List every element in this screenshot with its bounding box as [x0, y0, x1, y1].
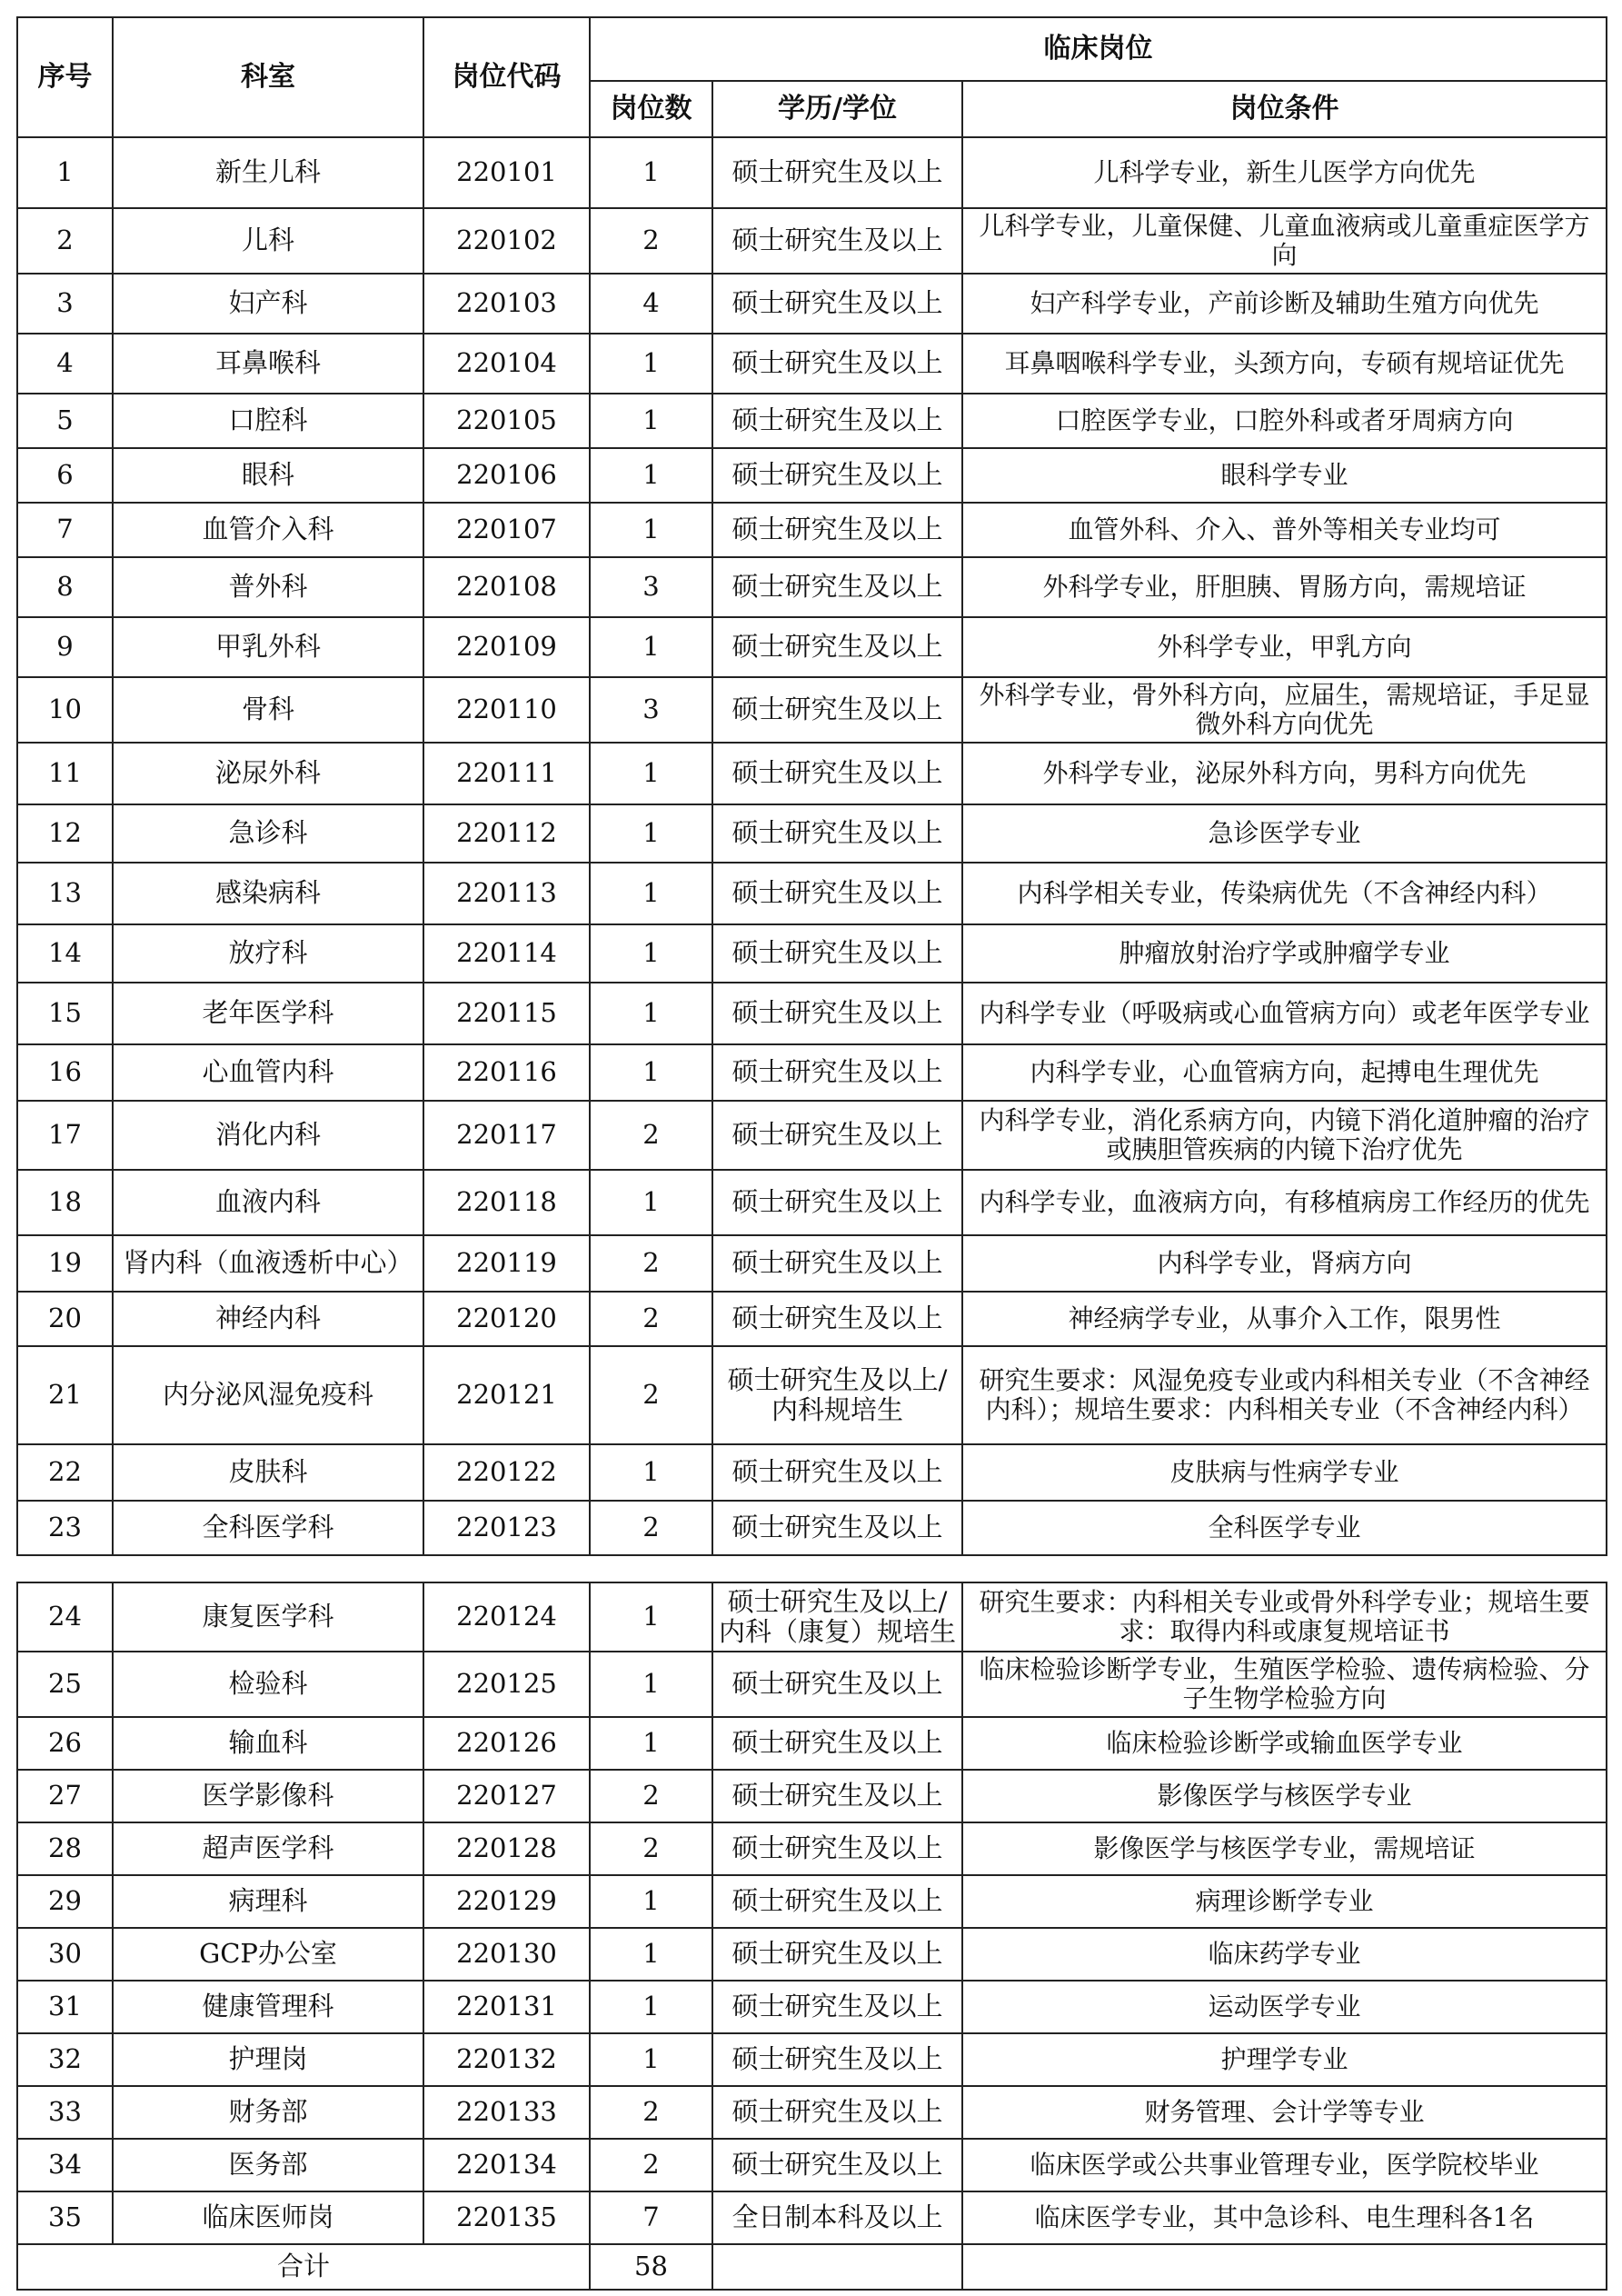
cell-edu: 硕士研究生及以上 — [712, 2033, 962, 2086]
cell-count: 3 — [590, 677, 712, 743]
cell-cond: 研究生要求：风湿免疫专业或内科相关专业（不含神经内科）；规培生要求：内科相关专业（不含神经内科） — [962, 1346, 1607, 1444]
cell-code: 220115 — [423, 983, 590, 1044]
cell-count: 1 — [590, 394, 712, 448]
cell-edu: 硕士研究生及以上 — [712, 334, 962, 394]
cell-edu: 硕士研究生及以上 — [712, 137, 962, 208]
cell-dept: 超声医学科 — [113, 1822, 423, 1875]
total-label: 合计 — [17, 2244, 590, 2290]
cell-seq: 30 — [17, 1928, 113, 1981]
cell-edu: 硕士研究生及以上/内科规培生 — [712, 1346, 962, 1444]
cell-cond: 影像医学与核医学专业 — [962, 1770, 1607, 1822]
cell-code: 220109 — [423, 617, 590, 677]
cell-code: 220105 — [423, 394, 590, 448]
table-row — [17, 208, 1607, 274]
cell-seq: 2 — [17, 208, 113, 274]
cell-edu: 硕士研究生及以上 — [712, 1292, 962, 1346]
cell-dept: 临床医师岗 — [113, 2191, 423, 2244]
cell-count: 1 — [590, 1652, 712, 1717]
cell-cond: 血管外科、介入、普外等相关专业均可 — [962, 503, 1607, 557]
table-row — [17, 1582, 1607, 1652]
cell-cond: 外科学专业，甲乳方向 — [962, 617, 1607, 677]
table-row — [17, 2033, 1607, 2086]
cell-edu: 硕士研究生及以上 — [712, 557, 962, 617]
cell-cond: 病理诊断学专业 — [962, 1875, 1607, 1928]
cell-cond: 财务管理、会计学等专业 — [962, 2086, 1607, 2139]
cell-count: 1 — [590, 743, 712, 804]
cell-dept: 消化内科 — [113, 1101, 423, 1170]
table-row — [17, 503, 1607, 557]
header-dept: 科室 — [113, 17, 423, 137]
cell-edu: 硕士研究生及以上 — [712, 1170, 962, 1235]
cell-code: 220123 — [423, 1501, 590, 1555]
cell-code: 220130 — [423, 1928, 590, 1981]
cell-code: 220134 — [423, 2139, 590, 2191]
cell-edu: 硕士研究生及以上 — [712, 1822, 962, 1875]
cell-dept: 护理岗 — [113, 2033, 423, 2086]
table-row — [17, 863, 1607, 924]
cell-seq: 21 — [17, 1346, 113, 1444]
cell-dept: 全科医学科 — [113, 1501, 423, 1555]
cell-dept: 眼科 — [113, 448, 423, 503]
table-row — [17, 1875, 1607, 1928]
cell-seq: 19 — [17, 1235, 113, 1292]
cell-dept: 新生儿科 — [113, 137, 423, 208]
cell-dept: 放疗科 — [113, 924, 423, 983]
cell-count: 1 — [590, 804, 712, 863]
cell-seq: 24 — [17, 1582, 113, 1652]
cell-code: 220102 — [423, 208, 590, 274]
cell-code: 220120 — [423, 1292, 590, 1346]
table-row — [17, 2139, 1607, 2191]
cell-dept: 甲乳外科 — [113, 617, 423, 677]
cell-count: 1 — [590, 1875, 712, 1928]
cell-dept: GCP办公室 — [113, 1928, 423, 1981]
cell-dept: 肾内科（血液透析中心） — [113, 1235, 423, 1292]
cell-code: 220113 — [423, 863, 590, 924]
cell-cond: 内科学相关专业，传染病优先（不含神经内科） — [962, 863, 1607, 924]
cell-code: 220103 — [423, 274, 590, 334]
cell-count: 3 — [590, 557, 712, 617]
cell-seq: 26 — [17, 1717, 113, 1770]
cell-count: 2 — [590, 2086, 712, 2139]
table-body-2 — [17, 1582, 1607, 2244]
cell-seq: 6 — [17, 448, 113, 503]
cell-edu: 硕士研究生及以上 — [712, 677, 962, 743]
cell-dept: 普外科 — [113, 557, 423, 617]
cell-dept: 口腔科 — [113, 394, 423, 448]
cell-edu: 硕士研究生及以上 — [712, 924, 962, 983]
cell-seq: 1 — [17, 137, 113, 208]
cell-count: 2 — [590, 1101, 712, 1170]
cell-count: 2 — [590, 1822, 712, 1875]
cell-count: 1 — [590, 448, 712, 503]
cell-edu: 硕士研究生及以上 — [712, 617, 962, 677]
cell-code: 220128 — [423, 1822, 590, 1875]
cell-cond: 口腔医学专业，口腔外科或者牙周病方向 — [962, 394, 1607, 448]
cell-seq: 32 — [17, 2033, 113, 2086]
cell-code: 220129 — [423, 1875, 590, 1928]
cell-seq: 12 — [17, 804, 113, 863]
cell-edu: 硕士研究生及以上 — [712, 1044, 962, 1101]
cell-edu: 硕士研究生及以上/内科（康复）规培生 — [712, 1582, 962, 1652]
cell-seq: 9 — [17, 617, 113, 677]
cell-code: 220127 — [423, 1770, 590, 1822]
table-row — [17, 983, 1607, 1044]
cell-dept: 康复医学科 — [113, 1582, 423, 1652]
cell-edu: 硕士研究生及以上 — [712, 983, 962, 1044]
table-row — [17, 1928, 1607, 1981]
table-row — [17, 1981, 1607, 2033]
cell-cond: 妇产科学专业，产前诊断及辅助生殖方向优先 — [962, 274, 1607, 334]
cell-edu: 硕士研究生及以上 — [712, 1770, 962, 1822]
table-row — [17, 557, 1607, 617]
cell-seq: 35 — [17, 2191, 113, 2244]
cell-code: 220122 — [423, 1444, 590, 1501]
table-row — [17, 394, 1607, 448]
header-seq: 序号 — [17, 17, 113, 137]
table-row — [17, 274, 1607, 334]
header-code: 岗位代码 — [423, 17, 590, 137]
cell-count: 1 — [590, 1582, 712, 1652]
cell-count: 4 — [590, 274, 712, 334]
table-row — [17, 2086, 1607, 2139]
table-row — [17, 2191, 1607, 2244]
total-empty-edu — [712, 2244, 962, 2290]
cell-seq: 10 — [17, 677, 113, 743]
cell-dept: 神经内科 — [113, 1292, 423, 1346]
cell-count: 1 — [590, 503, 712, 557]
cell-edu: 硕士研究生及以上 — [712, 208, 962, 274]
table-row — [17, 1501, 1607, 1555]
table-row — [17, 1170, 1607, 1235]
cell-seq: 17 — [17, 1101, 113, 1170]
cell-seq: 8 — [17, 557, 113, 617]
cell-dept: 感染病科 — [113, 863, 423, 924]
table-row — [17, 137, 1607, 208]
cell-code: 220107 — [423, 503, 590, 557]
cell-cond: 研究生要求：内科相关专业或骨外科学专业；规培生要求：取得内科或康复规培证书 — [962, 1582, 1607, 1652]
cell-edu: 硕士研究生及以上 — [712, 1101, 962, 1170]
cell-edu: 硕士研究生及以上 — [712, 743, 962, 804]
cell-cond: 外科学专业，泌尿外科方向，男科方向优先 — [962, 743, 1607, 804]
cell-code: 220117 — [423, 1101, 590, 1170]
cell-cond: 内科学专业，心血管病方向，起搏电生理优先 — [962, 1044, 1607, 1101]
cell-seq: 16 — [17, 1044, 113, 1101]
cell-seq: 5 — [17, 394, 113, 448]
cell-edu: 硕士研究生及以上 — [712, 1981, 962, 2033]
cell-code: 220135 — [423, 2191, 590, 2244]
cell-count: 2 — [590, 208, 712, 274]
cell-seq: 31 — [17, 1981, 113, 2033]
cell-dept: 医务部 — [113, 2139, 423, 2191]
cell-seq: 18 — [17, 1170, 113, 1235]
cell-code: 220133 — [423, 2086, 590, 2139]
table-row — [17, 1822, 1607, 1875]
cell-count: 2 — [590, 1770, 712, 1822]
cell-count: 1 — [590, 924, 712, 983]
cell-code: 220124 — [423, 1582, 590, 1652]
cell-cond: 外科学专业，肝胆胰、胃肠方向，需规培证 — [962, 557, 1607, 617]
cell-dept: 泌尿外科 — [113, 743, 423, 804]
cell-dept: 妇产科 — [113, 274, 423, 334]
cell-edu: 硕士研究生及以上 — [712, 274, 962, 334]
header-clinical-group: 临床岗位 — [590, 17, 1607, 81]
cell-code: 220106 — [423, 448, 590, 503]
cell-edu: 硕士研究生及以上 — [712, 1875, 962, 1928]
cell-edu: 硕士研究生及以上 — [712, 448, 962, 503]
cell-cond: 神经病学专业，从事介入工作，限男性 — [962, 1292, 1607, 1346]
table-row — [17, 1235, 1607, 1292]
cell-edu: 硕士研究生及以上 — [712, 2086, 962, 2139]
cell-edu: 硕士研究生及以上 — [712, 1444, 962, 1501]
cell-cond: 临床检验诊断学专业，生殖医学检验、遗传病检验、分子生物学检验方向 — [962, 1652, 1607, 1717]
cell-dept: 病理科 — [113, 1875, 423, 1928]
cell-edu: 硕士研究生及以上 — [712, 863, 962, 924]
header-count: 岗位数 — [590, 81, 712, 137]
table-row — [17, 334, 1607, 394]
cell-count: 1 — [590, 1444, 712, 1501]
cell-code: 220110 — [423, 677, 590, 743]
cell-edu: 硕士研究生及以上 — [712, 1235, 962, 1292]
total-empty-cond — [962, 2244, 1607, 2290]
cell-dept: 健康管理科 — [113, 1981, 423, 2033]
table-row — [17, 1444, 1607, 1501]
cell-seq: 22 — [17, 1444, 113, 1501]
cell-cond: 皮肤病与性病学专业 — [962, 1444, 1607, 1501]
cell-code: 220119 — [423, 1235, 590, 1292]
cell-seq: 34 — [17, 2139, 113, 2191]
table-row — [17, 804, 1607, 863]
cell-seq: 4 — [17, 334, 113, 394]
cell-count: 1 — [590, 1170, 712, 1235]
cell-seq: 7 — [17, 503, 113, 557]
header-edu: 学历/学位 — [712, 81, 962, 137]
positions-table-part-1 — [16, 16, 1607, 1556]
cell-cond: 影像医学与核医学专业，需规培证 — [962, 1822, 1607, 1875]
cell-count: 2 — [590, 1346, 712, 1444]
cell-edu: 硕士研究生及以上 — [712, 1928, 962, 1981]
cell-cond: 临床检验诊断学或输血医学专业 — [962, 1717, 1607, 1770]
page-gap — [16, 1562, 1606, 1580]
cell-count: 1 — [590, 1928, 712, 1981]
cell-dept: 耳鼻喉科 — [113, 334, 423, 394]
cell-code: 220131 — [423, 1981, 590, 2033]
table-row — [17, 924, 1607, 983]
table-row — [17, 677, 1607, 743]
table-row — [17, 1346, 1607, 1444]
cell-edu: 硕士研究生及以上 — [712, 1501, 962, 1555]
cell-cond: 全科医学专业 — [962, 1501, 1607, 1555]
table-row — [17, 1044, 1607, 1101]
cell-dept: 财务部 — [113, 2086, 423, 2139]
cell-count: 1 — [590, 1044, 712, 1101]
cell-dept: 心血管内科 — [113, 1044, 423, 1101]
cell-cond: 眼科学专业 — [962, 448, 1607, 503]
cell-count: 2 — [590, 1235, 712, 1292]
table-row — [17, 1770, 1607, 1822]
table-row — [17, 743, 1607, 804]
cell-code: 220118 — [423, 1170, 590, 1235]
cell-seq: 14 — [17, 924, 113, 983]
cell-cond: 护理学专业 — [962, 2033, 1607, 2086]
positions-table-part-2 — [16, 1582, 1607, 2291]
cell-seq: 23 — [17, 1501, 113, 1555]
cell-edu: 硕士研究生及以上 — [712, 394, 962, 448]
cell-code: 220121 — [423, 1346, 590, 1444]
cell-count: 7 — [590, 2191, 712, 2244]
cell-code: 220112 — [423, 804, 590, 863]
cell-cond: 急诊医学专业 — [962, 804, 1607, 863]
cell-cond: 内科学专业，肾病方向 — [962, 1235, 1607, 1292]
table-row — [17, 1292, 1607, 1346]
cell-seq: 3 — [17, 274, 113, 334]
cell-dept: 老年医学科 — [113, 983, 423, 1044]
cell-edu: 硕士研究生及以上 — [712, 804, 962, 863]
cell-code: 220132 — [423, 2033, 590, 2086]
cell-count: 1 — [590, 137, 712, 208]
cell-seq: 25 — [17, 1652, 113, 1717]
cell-dept: 内分泌风湿免疫科 — [113, 1346, 423, 1444]
cell-dept: 皮肤科 — [113, 1444, 423, 1501]
cell-cond: 内科学专业，消化系病方向，内镜下消化道肿瘤的治疗或胰胆管疾病的内镜下治疗优先 — [962, 1101, 1607, 1170]
table-body-1 — [17, 137, 1607, 1555]
cell-dept: 血管介入科 — [113, 503, 423, 557]
cell-edu: 全日制本科及以上 — [712, 2191, 962, 2244]
cell-count: 1 — [590, 1717, 712, 1770]
cell-dept: 骨科 — [113, 677, 423, 743]
table-row — [17, 1101, 1607, 1170]
cell-code: 220126 — [423, 1717, 590, 1770]
cell-dept: 医学影像科 — [113, 1770, 423, 1822]
table-row — [17, 617, 1607, 677]
cell-edu: 硕士研究生及以上 — [712, 1717, 962, 1770]
cell-edu: 硕士研究生及以上 — [712, 2139, 962, 2191]
cell-cond: 外科学专业，骨外科方向，应届生，需规培证，手足显微外科方向优先 — [962, 677, 1607, 743]
cell-count: 2 — [590, 1501, 712, 1555]
cell-code: 220108 — [423, 557, 590, 617]
cell-seq: 11 — [17, 743, 113, 804]
cell-cond: 儿科学专业，儿童保健、儿童血液病或儿童重症医学方向 — [962, 208, 1607, 274]
cell-dept: 急诊科 — [113, 804, 423, 863]
cell-cond: 肿瘤放射治疗学或肿瘤学专业 — [962, 924, 1607, 983]
cell-dept: 儿科 — [113, 208, 423, 274]
cell-code: 220125 — [423, 1652, 590, 1717]
cell-code: 220116 — [423, 1044, 590, 1101]
cell-cond: 临床医学或公共事业管理专业，医学院校毕业 — [962, 2139, 1607, 2191]
cell-seq: 20 — [17, 1292, 113, 1346]
cell-cond: 运动医学专业 — [962, 1981, 1607, 2033]
cell-code: 220111 — [423, 743, 590, 804]
cell-cond: 儿科学专业，新生儿医学方向优先 — [962, 137, 1607, 208]
cell-cond: 临床药学专业 — [962, 1928, 1607, 1981]
table-row — [17, 448, 1607, 503]
cell-count: 1 — [590, 1981, 712, 2033]
cell-cond: 内科学专业（呼吸病或心血管病方向）或老年医学专业 — [962, 983, 1607, 1044]
cell-dept: 输血科 — [113, 1717, 423, 1770]
cell-count: 2 — [590, 2139, 712, 2191]
cell-edu: 硕士研究生及以上 — [712, 503, 962, 557]
cell-code: 220101 — [423, 137, 590, 208]
cell-seq: 33 — [17, 2086, 113, 2139]
cell-cond: 耳鼻咽喉科学专业，头颈方向，专硕有规培证优先 — [962, 334, 1607, 394]
cell-code: 220114 — [423, 924, 590, 983]
cell-count: 1 — [590, 983, 712, 1044]
header-cond: 岗位条件 — [962, 81, 1607, 137]
cell-seq: 15 — [17, 983, 113, 1044]
cell-edu: 硕士研究生及以上 — [712, 1652, 962, 1717]
cell-count: 1 — [590, 617, 712, 677]
cell-code: 220104 — [423, 334, 590, 394]
cell-seq: 13 — [17, 863, 113, 924]
table-row — [17, 1717, 1607, 1770]
cell-count: 1 — [590, 334, 712, 394]
table-row — [17, 1652, 1607, 1717]
cell-count: 2 — [590, 1292, 712, 1346]
cell-seq: 29 — [17, 1875, 113, 1928]
cell-seq: 28 — [17, 1822, 113, 1875]
cell-seq: 27 — [17, 1770, 113, 1822]
cell-count: 1 — [590, 863, 712, 924]
cell-cond: 内科学专业，血液病方向，有移植病房工作经历的优先 — [962, 1170, 1607, 1235]
cell-dept: 检验科 — [113, 1652, 423, 1717]
cell-cond: 临床医学专业，其中急诊科、电生理科各1名 — [962, 2191, 1607, 2244]
cell-dept: 血液内科 — [113, 1170, 423, 1235]
cell-count: 1 — [590, 2033, 712, 2086]
total-count: 58 — [590, 2244, 712, 2290]
